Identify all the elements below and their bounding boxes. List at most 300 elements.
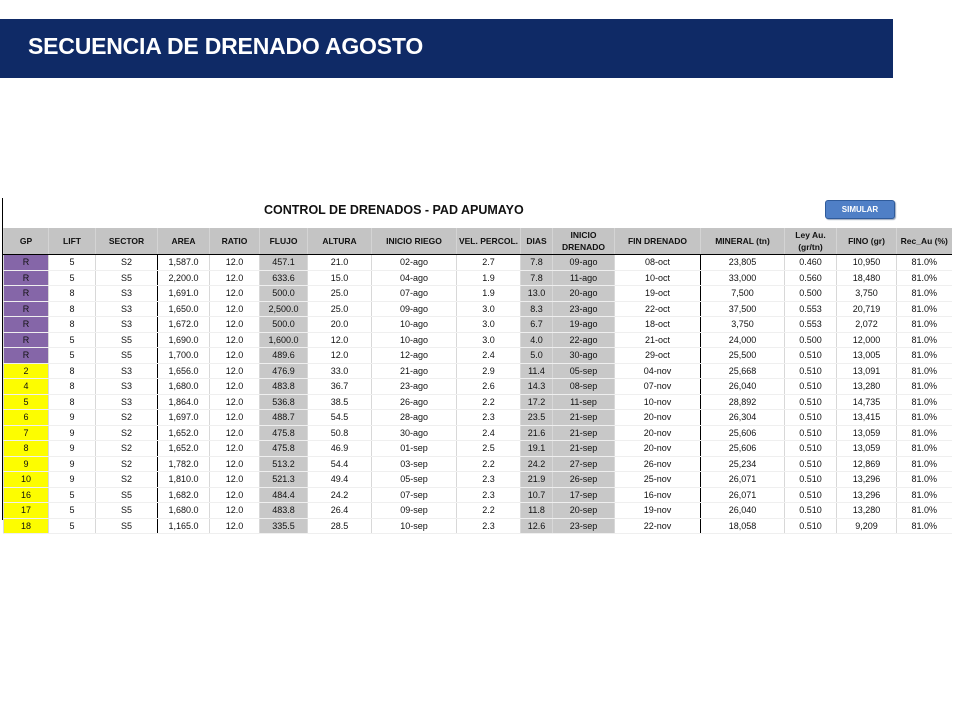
table-cell[interactable]: 26.4 [308,503,372,519]
col-header[interactable]: AREA [158,228,210,255]
table-cell[interactable]: R [4,332,49,348]
table-cell[interactable]: 7,500 [701,286,785,302]
table-cell[interactable]: 12.0 [210,425,260,441]
table-cell[interactable]: 11-ago [553,270,615,286]
table-cell[interactable]: 14.3 [521,379,553,395]
table-cell[interactable]: 2.7 [457,255,521,271]
table-cell[interactable]: 12.0 [308,348,372,364]
table-cell[interactable]: S3 [96,379,158,395]
table-cell[interactable]: 0.510 [785,472,837,488]
table-cell[interactable]: 25,606 [701,425,785,441]
table-cell[interactable]: 07-sep [372,487,457,503]
table-cell[interactable]: 1,672.0 [158,317,210,333]
table-cell[interactable]: 13,280 [837,503,897,519]
table-cell[interactable]: 22-ago [553,332,615,348]
table-cell[interactable]: 23-ago [553,301,615,317]
table-cell[interactable]: 1,864.0 [158,394,210,410]
table-cell[interactable]: 16 [4,487,49,503]
table-cell[interactable]: 0.510 [785,456,837,472]
table-cell[interactable]: 81.0% [897,286,952,302]
table-cell[interactable]: 0.510 [785,487,837,503]
table-cell[interactable]: 9 [4,456,49,472]
table-cell[interactable]: S3 [96,394,158,410]
col-header[interactable]: FIN DRENADO [615,228,701,255]
table-cell[interactable]: 9 [49,410,96,426]
table-cell[interactable]: 1,697.0 [158,410,210,426]
table-cell[interactable]: 5 [49,332,96,348]
table-cell[interactable]: 13.0 [521,286,553,302]
table-cell[interactable]: 33,000 [701,270,785,286]
table-cell[interactable]: 28,892 [701,394,785,410]
table-cell[interactable]: 1,652.0 [158,425,210,441]
table-cell[interactable]: 81.0% [897,410,952,426]
table-cell[interactable]: 20-nov [615,425,701,441]
table-cell[interactable]: S3 [96,317,158,333]
table-cell[interactable]: 9,209 [837,518,897,534]
table-cell[interactable]: 488.7 [260,410,308,426]
table-cell[interactable]: 0.510 [785,441,837,457]
table-cell[interactable]: 457.1 [260,255,308,271]
table-cell[interactable]: 02-ago [372,255,457,271]
table-cell[interactable]: 19.1 [521,441,553,457]
table-cell[interactable]: 23,805 [701,255,785,271]
table-cell[interactable]: 8 [49,286,96,302]
table-cell[interactable]: 0.510 [785,425,837,441]
table-cell[interactable]: 30-ago [553,348,615,364]
table-cell[interactable]: S3 [96,286,158,302]
table-cell[interactable]: 2,072 [837,317,897,333]
table-cell[interactable]: 2 [4,363,49,379]
table-cell[interactable]: S5 [96,332,158,348]
col-header[interactable]: INICIO DRENADO [553,228,615,255]
col-header[interactable]: GP [4,228,49,255]
table-cell[interactable]: R [4,301,49,317]
table-cell[interactable]: 2.2 [457,456,521,472]
table-cell[interactable]: 1,680.0 [158,503,210,519]
table-cell[interactable]: 81.0% [897,317,952,333]
table-cell[interactable]: 81.0% [897,503,952,519]
table-cell[interactable]: 0.553 [785,317,837,333]
simulate-button[interactable]: SIMULAR [825,200,895,219]
table-cell[interactable]: 10-sep [372,518,457,534]
table-cell[interactable]: 13,091 [837,363,897,379]
col-header[interactable]: ALTURA [308,228,372,255]
table-cell[interactable]: 1,652.0 [158,441,210,457]
table-cell[interactable]: R [4,270,49,286]
table-cell[interactable]: 46.9 [308,441,372,457]
table-cell[interactable]: 11.8 [521,503,553,519]
table-cell[interactable]: 0.510 [785,503,837,519]
table-cell[interactable]: 81.0% [897,301,952,317]
table-cell[interactable]: 2.3 [457,410,521,426]
table-cell[interactable]: 9 [49,441,96,457]
table-cell[interactable]: 10-ago [372,317,457,333]
table-cell[interactable]: 18 [4,518,49,534]
table-cell[interactable]: 24,000 [701,332,785,348]
table-cell[interactable]: 14,735 [837,394,897,410]
table-cell[interactable]: 3,750 [701,317,785,333]
table-cell[interactable]: 7.8 [521,270,553,286]
table-cell[interactable]: 1,810.0 [158,472,210,488]
table-cell[interactable]: 1,782.0 [158,456,210,472]
table-cell[interactable]: 500.0 [260,317,308,333]
table-cell[interactable]: 12.6 [521,518,553,534]
table-cell[interactable]: 2.6 [457,379,521,395]
table-cell[interactable]: 1,587.0 [158,255,210,271]
table-cell[interactable]: 20-sep [553,503,615,519]
table-cell[interactable]: 81.0% [897,379,952,395]
table-cell[interactable]: 36.7 [308,379,372,395]
table-cell[interactable]: 9 [49,472,96,488]
table-cell[interactable]: 11.4 [521,363,553,379]
table-cell[interactable]: 12.0 [210,348,260,364]
table-cell[interactable]: 50.8 [308,425,372,441]
table-cell[interactable]: 7.8 [521,255,553,271]
table-cell[interactable]: 25,500 [701,348,785,364]
table-cell[interactable]: 81.0% [897,332,952,348]
table-cell[interactable]: 513.2 [260,456,308,472]
table-cell[interactable]: 4 [4,379,49,395]
table-cell[interactable]: 12.0 [210,518,260,534]
table-cell[interactable]: 13,415 [837,410,897,426]
table-cell[interactable]: 5 [4,394,49,410]
table-cell[interactable]: 3.0 [457,317,521,333]
table-cell[interactable]: 8 [49,363,96,379]
table-cell[interactable]: 1,165.0 [158,518,210,534]
table-cell[interactable]: 25.0 [308,301,372,317]
table-cell[interactable]: 21-oct [615,332,701,348]
table-cell[interactable]: 2.3 [457,487,521,503]
table-cell[interactable]: 5.0 [521,348,553,364]
table-cell[interactable]: 19-nov [615,503,701,519]
table-cell[interactable]: 2.2 [457,394,521,410]
table-cell[interactable]: 5 [49,270,96,286]
table-cell[interactable]: 12,000 [837,332,897,348]
table-cell[interactable]: 0.460 [785,255,837,271]
table-cell[interactable]: 0.560 [785,270,837,286]
table-cell[interactable]: 335.5 [260,518,308,534]
table-cell[interactable]: 0.500 [785,332,837,348]
table-cell[interactable]: 2.3 [457,472,521,488]
table-cell[interactable]: 8 [49,379,96,395]
col-header[interactable]: LIFT [49,228,96,255]
table-cell[interactable]: 0.500 [785,286,837,302]
table-cell[interactable]: 1,690.0 [158,332,210,348]
table-cell[interactable]: 536.8 [260,394,308,410]
table-cell[interactable]: 04-nov [615,363,701,379]
table-cell[interactable]: 475.8 [260,441,308,457]
table-cell[interactable]: R [4,348,49,364]
table-cell[interactable]: 81.0% [897,255,952,271]
table-cell[interactable]: 10 [4,472,49,488]
table-cell[interactable]: 21.6 [521,425,553,441]
table-cell[interactable]: 11-sep [553,394,615,410]
table-cell[interactable]: 17-sep [553,487,615,503]
table-cell[interactable]: 19-oct [615,286,701,302]
table-cell[interactable]: 09-sep [372,503,457,519]
table-cell[interactable]: S2 [96,255,158,271]
table-cell[interactable]: 81.0% [897,348,952,364]
table-cell[interactable]: 17.2 [521,394,553,410]
table-cell[interactable]: S2 [96,441,158,457]
table-cell[interactable]: S5 [96,270,158,286]
col-header[interactable]: Ley Au. (gr/tn) [785,228,837,255]
table-cell[interactable]: 26-ago [372,394,457,410]
table-cell[interactable]: 12.0 [210,394,260,410]
table-cell[interactable]: 1,691.0 [158,286,210,302]
table-cell[interactable]: 81.0% [897,472,952,488]
table-cell[interactable]: 28-ago [372,410,457,426]
table-cell[interactable]: 1,682.0 [158,487,210,503]
table-cell[interactable]: 13,005 [837,348,897,364]
table-cell[interactable]: 12.0 [210,317,260,333]
table-cell[interactable]: 16-nov [615,487,701,503]
col-header[interactable]: VEL. PERCOL. [457,228,521,255]
table-cell[interactable]: 23-sep [553,518,615,534]
table-cell[interactable]: 521.3 [260,472,308,488]
table-cell[interactable]: 30-ago [372,425,457,441]
table-cell[interactable]: 2.2 [457,503,521,519]
col-header[interactable]: FLUJO [260,228,308,255]
table-cell[interactable]: 12.0 [210,255,260,271]
table-cell[interactable]: 54.4 [308,456,372,472]
table-cell[interactable]: 24.2 [521,456,553,472]
table-cell[interactable]: 81.0% [897,394,952,410]
table-cell[interactable]: 21.9 [521,472,553,488]
table-cell[interactable]: 05-sep [553,363,615,379]
table-cell[interactable]: 03-sep [372,456,457,472]
table-cell[interactable]: S5 [96,348,158,364]
table-cell[interactable]: 12.0 [210,270,260,286]
table-cell[interactable]: 81.0% [897,270,952,286]
table-cell[interactable]: 01-sep [372,441,457,457]
table-cell[interactable]: 5 [49,487,96,503]
table-cell[interactable]: 12.0 [210,410,260,426]
col-header[interactable]: MINERAL (tn) [701,228,785,255]
table-cell[interactable]: 12.0 [210,286,260,302]
table-cell[interactable]: 05-sep [372,472,457,488]
col-header[interactable]: DIAS [521,228,553,255]
col-header[interactable]: SECTOR [96,228,158,255]
table-cell[interactable]: 81.0% [897,425,952,441]
table-cell[interactable]: 1,650.0 [158,301,210,317]
table-cell[interactable]: 20.0 [308,317,372,333]
table-cell[interactable]: 633.6 [260,270,308,286]
table-cell[interactable]: 22-oct [615,301,701,317]
table-cell[interactable]: 81.0% [897,441,952,457]
table-cell[interactable]: 13,296 [837,487,897,503]
table-cell[interactable]: 2,200.0 [158,270,210,286]
table-cell[interactable]: 12.0 [308,332,372,348]
table-cell[interactable]: 0.510 [785,348,837,364]
table-cell[interactable]: 15.0 [308,270,372,286]
table-cell[interactable]: 12.0 [210,456,260,472]
table-cell[interactable]: 13,059 [837,425,897,441]
table-cell[interactable]: 0.553 [785,301,837,317]
table-cell[interactable]: S2 [96,410,158,426]
table-cell[interactable]: 81.0% [897,363,952,379]
table-cell[interactable]: 2,500.0 [260,301,308,317]
table-cell[interactable]: 12.0 [210,363,260,379]
table-cell[interactable]: 26,071 [701,472,785,488]
table-cell[interactable]: 0.510 [785,518,837,534]
table-cell[interactable]: 1.9 [457,270,521,286]
table-cell[interactable]: 38.5 [308,394,372,410]
table-cell[interactable]: 10-ago [372,332,457,348]
table-cell[interactable]: R [4,255,49,271]
table-cell[interactable]: 21-sep [553,425,615,441]
table-cell[interactable]: 2.9 [457,363,521,379]
table-cell[interactable]: 81.0% [897,487,952,503]
table-cell[interactable]: 22-nov [615,518,701,534]
table-cell[interactable]: 37,500 [701,301,785,317]
table-cell[interactable]: 25-nov [615,472,701,488]
table-cell[interactable]: 25,668 [701,363,785,379]
table-cell[interactable]: 484.4 [260,487,308,503]
col-header[interactable]: INICIO RIEGO [372,228,457,255]
table-cell[interactable]: 18-oct [615,317,701,333]
table-cell[interactable]: 6 [4,410,49,426]
table-cell[interactable]: 81.0% [897,456,952,472]
table-cell[interactable]: 12-ago [372,348,457,364]
table-cell[interactable]: 08-oct [615,255,701,271]
table-cell[interactable]: S5 [96,487,158,503]
table-cell[interactable]: 12.0 [210,301,260,317]
table-cell[interactable]: 12.0 [210,487,260,503]
table-cell[interactable]: 8 [49,301,96,317]
table-cell[interactable]: 23.5 [521,410,553,426]
table-cell[interactable]: 20-ago [553,286,615,302]
table-cell[interactable]: 09-ago [553,255,615,271]
table-cell[interactable]: 25,606 [701,441,785,457]
table-cell[interactable]: S2 [96,456,158,472]
table-cell[interactable]: 26,304 [701,410,785,426]
table-cell[interactable]: 5 [49,348,96,364]
table-cell[interactable]: 23-ago [372,379,457,395]
table-cell[interactable]: 1,600.0 [260,332,308,348]
table-cell[interactable]: 20-nov [615,441,701,457]
table-cell[interactable]: 12.0 [210,441,260,457]
table-cell[interactable]: 12,869 [837,456,897,472]
table-cell[interactable]: R [4,286,49,302]
table-cell[interactable]: S3 [96,301,158,317]
table-cell[interactable]: 18,480 [837,270,897,286]
table-cell[interactable]: 2.4 [457,425,521,441]
table-cell[interactable]: 2.5 [457,441,521,457]
table-cell[interactable]: 2.3 [457,518,521,534]
table-cell[interactable]: S2 [96,425,158,441]
table-cell[interactable]: 5 [49,255,96,271]
table-cell[interactable]: 12.0 [210,379,260,395]
table-cell[interactable]: 500.0 [260,286,308,302]
table-cell[interactable]: R [4,317,49,333]
table-cell[interactable]: 8 [49,317,96,333]
table-cell[interactable]: S5 [96,518,158,534]
table-cell[interactable]: 12.0 [210,503,260,519]
table-cell[interactable]: 25.0 [308,286,372,302]
table-cell[interactable]: 54.5 [308,410,372,426]
table-cell[interactable]: 21-sep [553,441,615,457]
table-cell[interactable]: 10-oct [615,270,701,286]
table-cell[interactable]: 49.4 [308,472,372,488]
table-cell[interactable]: 8 [49,394,96,410]
table-cell[interactable]: 1.9 [457,286,521,302]
table-cell[interactable]: 21.0 [308,255,372,271]
table-cell[interactable]: 27-sep [553,456,615,472]
table-cell[interactable]: 1,680.0 [158,379,210,395]
table-cell[interactable]: 20,719 [837,301,897,317]
table-cell[interactable]: 81.0% [897,518,952,534]
table-cell[interactable]: 33.0 [308,363,372,379]
table-cell[interactable]: 26,040 [701,379,785,395]
table-cell[interactable]: S3 [96,363,158,379]
table-cell[interactable]: 7 [4,425,49,441]
table-cell[interactable]: 6.7 [521,317,553,333]
table-cell[interactable]: 489.6 [260,348,308,364]
table-cell[interactable]: S2 [96,472,158,488]
col-header[interactable]: FINO (gr) [837,228,897,255]
table-cell[interactable]: 26-nov [615,456,701,472]
table-cell[interactable]: 8 [4,441,49,457]
table-cell[interactable]: 9 [49,425,96,441]
table-cell[interactable]: 26-sep [553,472,615,488]
table-cell[interactable]: 3,750 [837,286,897,302]
table-cell[interactable]: 8.3 [521,301,553,317]
table-cell[interactable]: 12.0 [210,472,260,488]
table-cell[interactable]: 09-ago [372,301,457,317]
table-cell[interactable]: 3.0 [457,301,521,317]
table-cell[interactable]: 1,700.0 [158,348,210,364]
table-cell[interactable]: 0.510 [785,379,837,395]
table-cell[interactable]: 0.510 [785,394,837,410]
table-cell[interactable]: 21-ago [372,363,457,379]
table-cell[interactable]: 19-ago [553,317,615,333]
table-cell[interactable]: 3.0 [457,332,521,348]
table-cell[interactable]: 07-nov [615,379,701,395]
table-cell[interactable]: S5 [96,503,158,519]
table-cell[interactable]: 13,280 [837,379,897,395]
table-cell[interactable]: 07-ago [372,286,457,302]
table-cell[interactable]: 20-nov [615,410,701,426]
table-cell[interactable]: 5 [49,503,96,519]
table-cell[interactable]: 28.5 [308,518,372,534]
table-cell[interactable]: 1,656.0 [158,363,210,379]
table-cell[interactable]: 0.510 [785,363,837,379]
table-cell[interactable]: 29-oct [615,348,701,364]
table-cell[interactable]: 26,071 [701,487,785,503]
table-cell[interactable]: 10,950 [837,255,897,271]
table-cell[interactable]: 483.8 [260,503,308,519]
table-cell[interactable]: 2.4 [457,348,521,364]
col-header[interactable]: Rec_Au (%) [897,228,952,255]
table-cell[interactable]: 25,234 [701,456,785,472]
table-cell[interactable]: 13,296 [837,472,897,488]
table-cell[interactable]: 475.8 [260,425,308,441]
table-cell[interactable]: 4.0 [521,332,553,348]
table-cell[interactable]: 04-ago [372,270,457,286]
table-cell[interactable]: 21-sep [553,410,615,426]
table-cell[interactable]: 08-sep [553,379,615,395]
table-cell[interactable]: 10-nov [615,394,701,410]
table-cell[interactable]: 18,058 [701,518,785,534]
table-cell[interactable]: 0.510 [785,410,837,426]
table-cell[interactable]: 26,040 [701,503,785,519]
table-cell[interactable]: 10.7 [521,487,553,503]
table-cell[interactable]: 13,059 [837,441,897,457]
table-cell[interactable]: 9 [49,456,96,472]
table-cell[interactable]: 476.9 [260,363,308,379]
col-header[interactable]: RATIO [210,228,260,255]
